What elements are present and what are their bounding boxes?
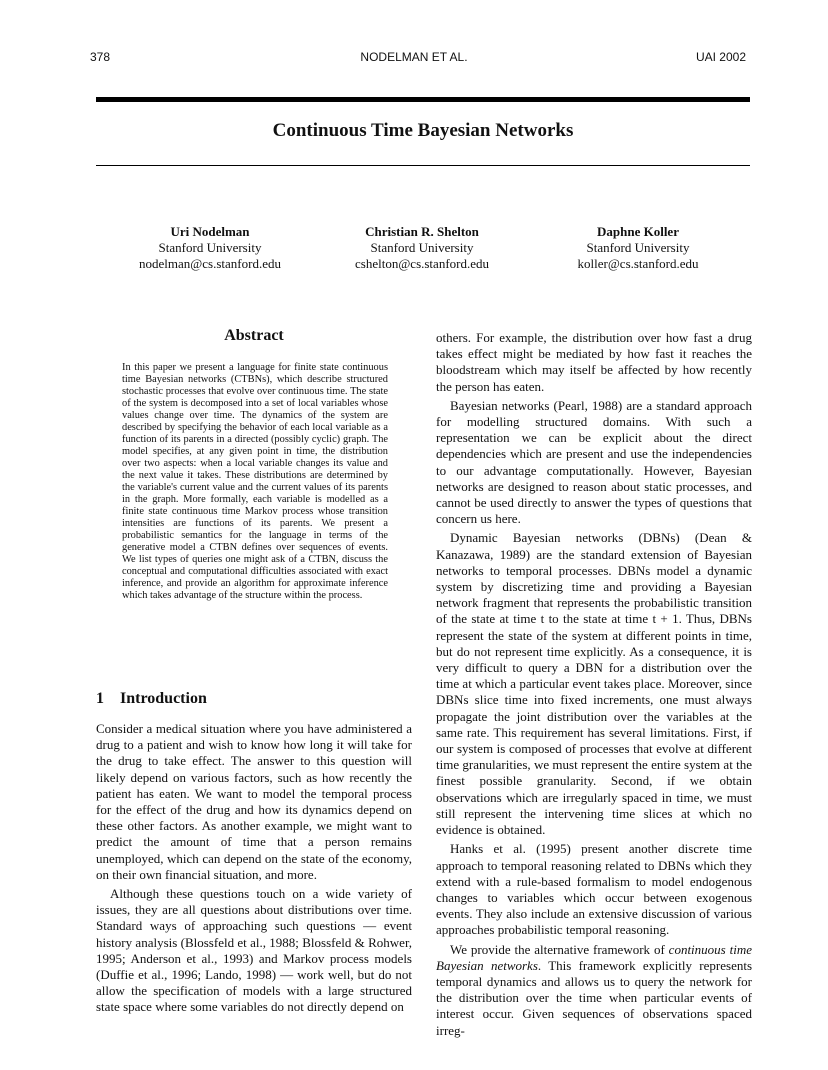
author-affiliation: Stanford University bbox=[586, 240, 690, 255]
author-email: cshelton@cs.stanford.edu bbox=[355, 256, 489, 271]
author-email: koller@cs.stanford.edu bbox=[577, 256, 699, 271]
left-column-text bbox=[96, 721, 412, 1016]
author-email: nodelman@cs.stanford.edu bbox=[139, 256, 281, 271]
paragraph: others. For example, the distribution over how fast a drug takes effect might be mediated by how fast it reaches the bloodstream which may itself be affected by how recently the person has eaten. bbox=[436, 330, 752, 394]
section-heading-introduction bbox=[96, 690, 207, 708]
emphasized-term: continuous time Bayesian networks bbox=[436, 941, 752, 973]
paragraph-text: We provide the alternative framework of bbox=[450, 941, 669, 957]
section-title: Introduction bbox=[120, 690, 207, 707]
author-affiliation: Stanford University bbox=[158, 240, 262, 255]
title-bottom-rule bbox=[96, 165, 750, 166]
right-column-text bbox=[436, 330, 752, 1039]
author-affiliation: Stanford University bbox=[370, 240, 474, 255]
abstract-body: In this paper we present a language for finite state continuous time Bayesian networks (CTBNs), which describe structured stochastic processes that evolve over continuous time. The state of the system is decomposed into a set of local variables whose values change over time. The dynamics of the system are described by specifying the behavior of each local variable as a function of its parents in a directed (possibly cyclic) graph. The model specifies, at any given point in time, the distribution over two aspects: when a local variable changes its value and the next value it takes. These distributions are determined by the variable's current value and the current values of its parents in the graph. More formally, each variable is modelled as a finite state continuous time Markov process whose transition intensities are functions of its parents. We present a probabilistic semantics for the language in terms of the generative model a CTBN defines over sequences of events. We list types of queries one might ask of a CTBN, discuss the conceptual and computational difficulties associated with exact inference, and provide an algorithm for approximate inference which takes advantage of the structure within the process. bbox=[122, 362, 388, 601]
paragraph-text: . This framework explicitly represents temporal dynamics and allows us to query the network for the distribution over the time when particular events of interest occur. Given sequences of observations spaced irreg- bbox=[436, 957, 753, 1038]
author-block-3 bbox=[508, 224, 768, 272]
paragraph: Hanks et al. (1995) present another discrete time approach to temporal reasoning related to DBNs which they extend with a rule-based formalism to model endogenous changes to variables which occur between exogenous events. They also include an extensive discussion of various approaches probabilistic temporal reasoning. bbox=[436, 841, 752, 938]
paragraph: Bayesian networks (Pearl, 1988) are a standard approach for modelling structured domains. With such a representation we can be explicit about the direct dependencies which are present and use the independencies to our advantage computationally. However, Bayesian networks are designed to reason about static processes, and cannot be used directly to answer the types of questions that concern us here. bbox=[436, 397, 752, 527]
author-name: Christian R. Shelton bbox=[365, 224, 479, 239]
author-name: Uri Nodelman bbox=[170, 224, 250, 239]
author-name: Daphne Koller bbox=[597, 224, 679, 239]
running-authors: NODELMAN ET AL. bbox=[360, 50, 468, 64]
page-number: 378 bbox=[90, 50, 111, 64]
paragraph: Dynamic Bayesian networks (DBNs) (Dean & Kanazawa, 1989) are the standard extension of Bayesian networks to temporal processes. DBNs model a dynamic system by discretizing time and providing a Bayesian network fragment that represents the probabilistic transition of the state at time t to the state at time t + 1. Thus, DBNs represent the state of the system at different points in time, but do not represent time explicitly. As a consequence, it is very difficult to query a DBN for a distribution over the time at which a particular event takes place. Moreover, since DBNs slice time into fixed increments, one must always propagate the joint distribution over the variables at the same rate. This requirement has several limitations. First, if our system is composed of processes that evolve at different time granularities, we must represent the entire system at the finest possible granularity. Second, if we obtain observations which are irregularly spaced in time, we must still represent the intervening time slices at which no evidence is obtained. bbox=[436, 530, 752, 838]
running-head bbox=[0, 50, 828, 64]
abstract-heading: Abstract bbox=[224, 327, 284, 344]
paper-title: Continuous Time Bayesian Networks bbox=[272, 120, 574, 141]
paragraph: Consider a medical situation where you have administered a drug to a patient and wish to know how long it will take for the drug to take effect. The answer to this question will likely depend on various factors, such as how recently the patient has eaten. We want to model the temporal process for the effect of the drug and how its dynamics depend on these other factors. As another example, we might want to predict the amount of time that a person remains unemployed, which can depend on the state of the economy, on their own financial situation, and more. bbox=[96, 721, 412, 882]
paragraph bbox=[436, 942, 752, 1039]
venue-label: UAI 2002 bbox=[695, 50, 746, 64]
title-top-rule bbox=[96, 97, 750, 102]
section-number: 1 bbox=[96, 690, 104, 707]
paragraph: Although these questions touch on a wide variety of issues, they are all questions about distributions over time. Standard ways of approaching such questions — event history analysis (Blossfeld et al., 1988; Blossfeld & Rohwer, 1995; Anderson et al., 1993) and Markov process models (Duffie et al., 1996; Lando, 1998) — work well, but do not allow the specification of models with a large structured state space where some variables do not directly depend on bbox=[96, 886, 412, 1015]
